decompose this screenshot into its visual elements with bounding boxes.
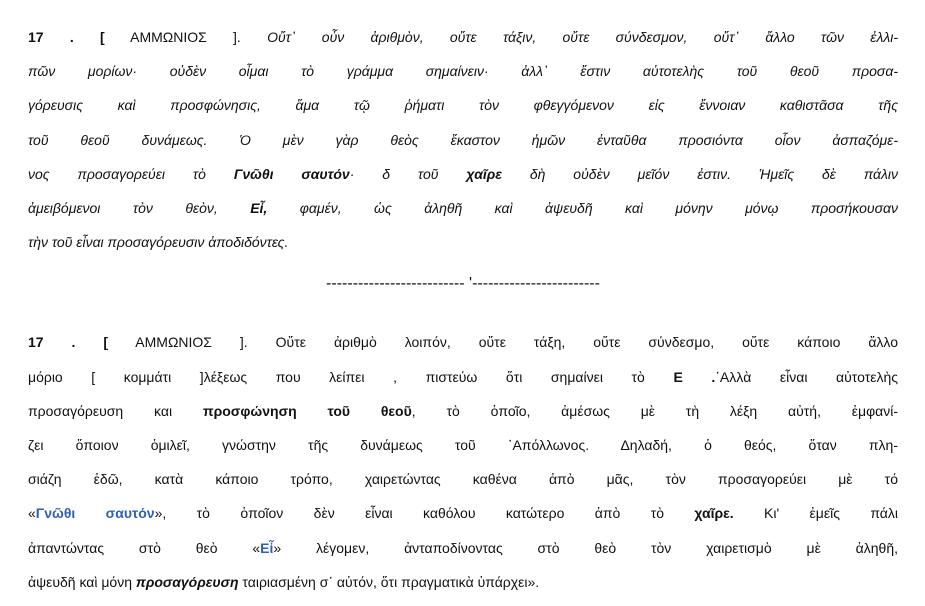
chaire-word: χαῖρε. [694, 505, 734, 522]
text-span: ἀπαντώντας στὸ θεὸ « [28, 539, 261, 556]
text-span: « [28, 505, 36, 522]
modern-greek-paragraph [28, 325, 898, 599]
modern-line-1 [28, 325, 898, 359]
modern-line-6 [28, 496, 898, 530]
text-span: ἀμειβόμενοι τὸν θεὸν, [28, 200, 218, 217]
epsilon-letter: Ε . [673, 368, 716, 385]
text-span: ταιριασμένη σ᾽ αὐτόν, ὅτι πραγματικὰ ὑπάρχει». [242, 573, 540, 590]
section-number: 17 . [28, 29, 74, 45]
text-span: προσαγόρευση και [28, 402, 173, 419]
modern-line-7 [28, 531, 898, 565]
ancient-greek-paragraph [28, 20, 898, 259]
text-span: νος προσαγορεύει τὸ [28, 165, 206, 182]
author-name: ΑΜΜΩΝΙΟΣ [130, 29, 207, 45]
text-span: », τὸ ὁποῖον δὲν εἶναι καθόλου κατώτερο ἀπὸ τὸ [154, 505, 665, 522]
modern-line-8 [28, 565, 898, 599]
bracket-close: ]. [239, 334, 248, 351]
modern-line-5: σιάζη ἐδῶ, κατὰ κάποιο τρόπο, χαιρετώντας καθένα ἀπὸ μᾶς, τὸν προσαγορεύει μὲ τό [28, 471, 898, 488]
section-number: 17 . [28, 334, 76, 351]
document-page [28, 20, 898, 599]
ancient-line-1 [28, 20, 898, 54]
prosagoreusi-word: προσαγόρευση [135, 573, 239, 590]
text-span: μόριο [ κομμάτι ]λέξεως που λείπει , πιστεύω ὅτι σημαίνει τὸ [28, 368, 645, 385]
gnothi-sauton-phrase: Γνῶθι σαυτόν [233, 165, 350, 182]
text-span: ἀψευδῆ καὶ μόνη [28, 573, 133, 590]
ancient-line-3: γόρευσις καὶ προσφώνησις, ἅμα τῷ ῥήματι τὸν φθεγγόμενον εἰς ἔννοιαν καθιστᾶσα τῆς [28, 97, 898, 114]
gnothi-sauton-phrase: Γνῶθι σαυτόν [35, 505, 155, 522]
text-span: ᾿Αλλὰ εἶναι αὐτοτελὴς [715, 368, 899, 385]
separator-line: -------------------------- '------------------------ [326, 275, 600, 293]
ei-word: Εἶ, [250, 200, 268, 217]
ancient-line-5 [28, 157, 898, 191]
author-name: ΑΜΜΩΝΙΟΣ [135, 334, 212, 351]
prosfonisi-phrase: προσφώνηση τοῦ θεοῦ [202, 402, 412, 419]
text-span: Οὔτε ἀριθμὸ λοιπόν, οὔτε τάξη, οὔτε σύνδεσμο, οὔτε κάποιο ἄλλο [275, 334, 898, 351]
ancient-line-4: τοῦ θεοῦ δυνάμεως. Ὁ μὲν γὰρ θεὸς ἕκαστον ἡμῶν ἐνταῦθα προσιόντα οἷον ἀσπαζόμε- [28, 131, 898, 148]
text-span: , τὸ ὁποῖο, ἀμέσως μὲ τὴ λέξη αὐτή, ἐμφανί- [411, 402, 899, 419]
chaire-word: χαῖρε [466, 165, 502, 182]
bracket-open: [ [99, 29, 105, 45]
bracket-close: ]. [233, 29, 241, 45]
text-span: » λέγομεν, ἀνταποδίνοντας στὸ θεὸ τὸν χαιρετισμὸ μὲ ἀληθῆ, [273, 539, 898, 556]
modern-line-4: ζει ὅποιον ὁμιλεῖ, γνώστην τῆς δυνάμεως τοῦ ᾽Απόλλωνος. Δηλαδή, ὁ θεός, ὅταν πλη- [28, 437, 898, 454]
text-span: Οὔτ᾽ οὖν ἀριθμὸν, οὔτε τάξιν, οὔτε σύνδεσμον, οὔτ᾽ ἄλλο τῶν ἐλλι- [267, 29, 899, 45]
ancient-line-6 [28, 191, 898, 225]
bracket-open: [ [103, 334, 109, 351]
text-span: · δ τοῦ [349, 165, 439, 182]
ei-word: Εἶ [260, 539, 274, 556]
ancient-line-2: πῶν μορίων· οὐδὲν οἶμαι τὸ γράμμα σημαίνειν· ἀλλ᾽ ἔστιν αὐτοτελὴς τοῦ θεοῦ προσα- [28, 63, 898, 80]
modern-line-3 [28, 394, 898, 428]
text-span: φαμέν, ὡς ἀληθῆ καὶ ἀψευδῆ καὶ μόνην μόνῳ προσήκουσαν [299, 200, 899, 217]
ancient-line-7: τὴν τοῦ εἶναι προσαγόρευσιν ἀποδιδόντες. [28, 234, 289, 251]
text-span: Κι' ἐμεῖς πάλι [764, 505, 899, 522]
text-span: δὴ οὐδὲν μεῖόν ἐστιν. Ἡμεῖς δὲ πάλιν [529, 165, 899, 182]
modern-line-2 [28, 360, 898, 394]
